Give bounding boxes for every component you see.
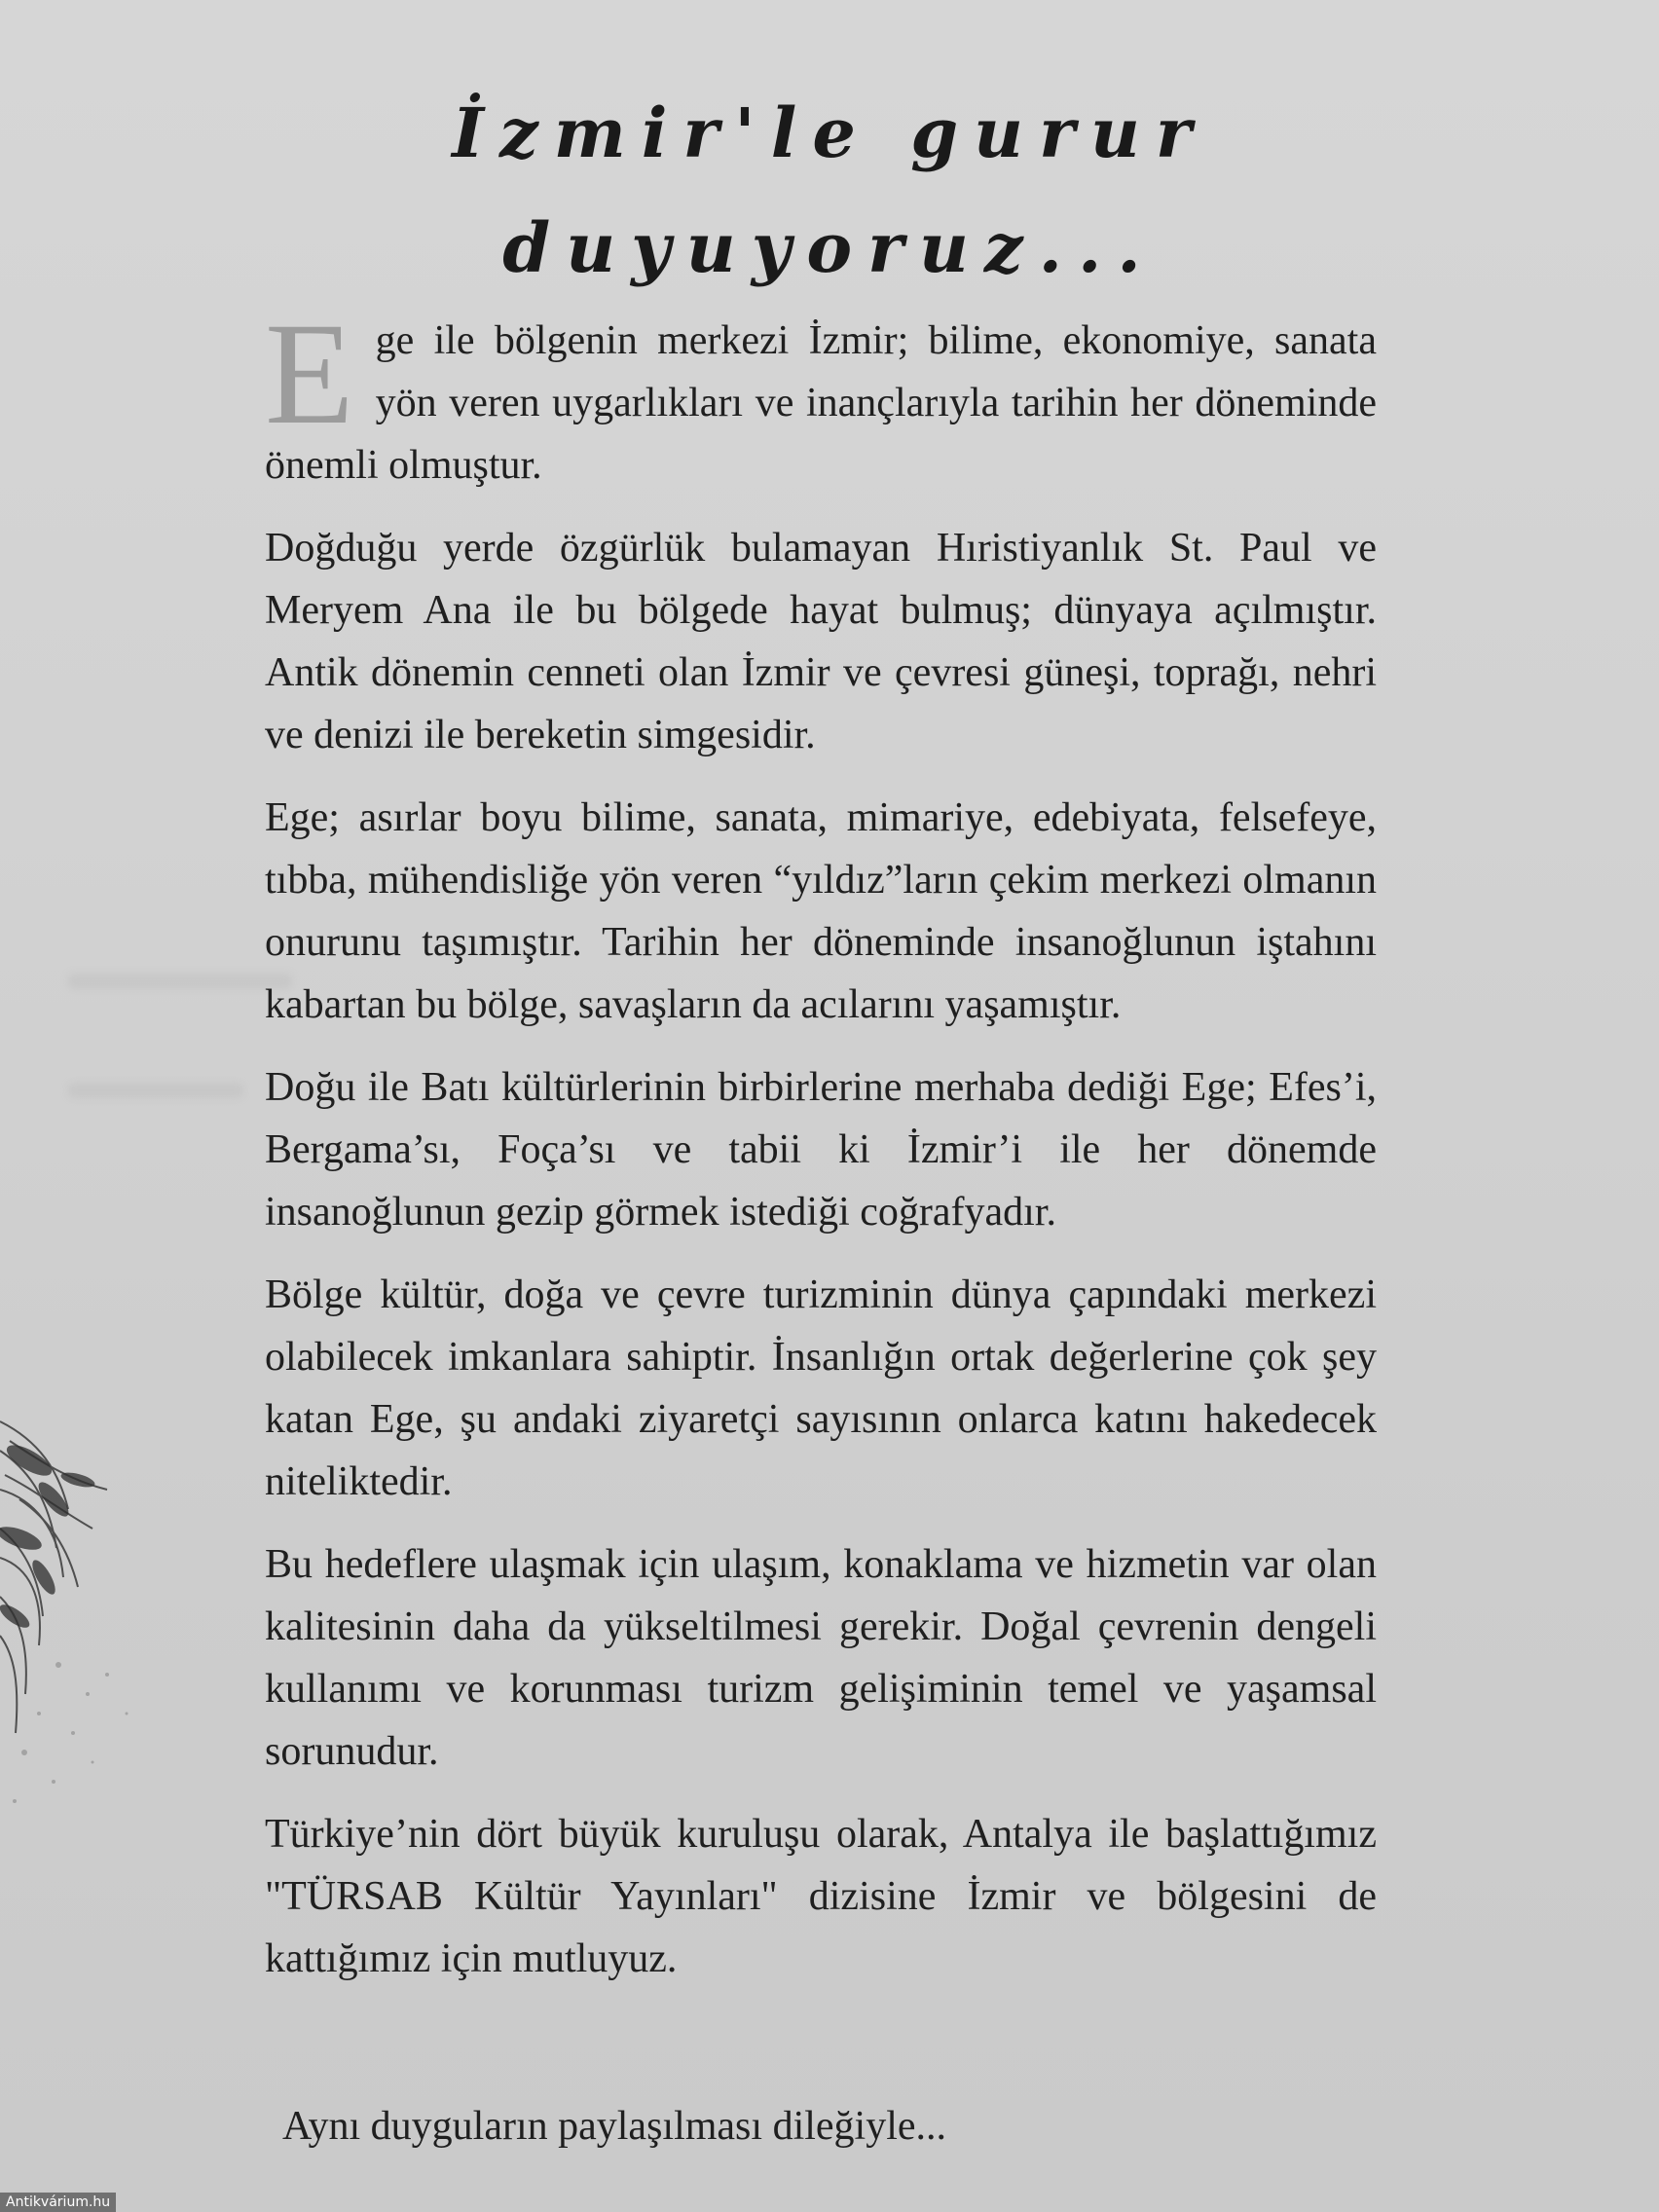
page-title bbox=[0, 76, 1659, 306]
title-line-1: İzmir'le gurur bbox=[452, 92, 1207, 173]
paragraph-1-text: ge ile bölgenin merkezi İzmir; bilime, ekonomiye, sanata yön veren uygarlıkları ve inançlarıyla tarihin her döneminde önemli olmuştur. bbox=[265, 318, 1377, 488]
paragraph-3: Ege; asırlar boyu bilime, sanata, mimariye, edebiyata, felsefeye, tıbba, mühendisliğe yön veren “yıldız”ların çekim merkezi olmanın onurunu taşımıştır. Tarihin her döneminde insanoğlunun iştahını kabartan bu bölge, savaşların da acılarını yaşamıştır. bbox=[265, 795, 1377, 1027]
paragraph-6: Bu hedeflere ulaşmak için ulaşım, konaklama ve hizmetin var olan kalitesinin daha da yükseltilmesi gerekir. Doğal çevrenin dengeli kullanımı ve korunması turizm gelişiminin temel ve yaşamsal sorunudur. bbox=[265, 1542, 1377, 1774]
foliage-illustration bbox=[0, 1382, 234, 1850]
title-line-2: duyuyoruz... bbox=[502, 207, 1157, 288]
paragraph-1 bbox=[265, 293, 1377, 497]
paragraph-4: Doğu ile Batı kültürlerinin birbirlerine merhaba dediği Ege; Efes’i, Bergama’sı, Foça’sı ve tabii ki İzmir’i ile her dönemde insanoğlunun gezip görmek istediği coğrafyadır. bbox=[265, 1065, 1377, 1235]
bleed-through-text bbox=[68, 974, 292, 989]
paragraph-7: Türkiye’nin dört büyük kuruluşu olarak, Antalya ile başlattığımız "TÜRSAB Kültür Yayınları" dizisine İzmir ve bölgesini de kattığımız için mutluyuz. bbox=[265, 1812, 1377, 1981]
paragraph-2: Doğduğu yerde özgürlük bulamayan Hıristiyanlık St. Paul ve Meryem Ana ile bu bölgede hayat bulmuş; dünyaya açılmıştır. Antik dönemin cenneti olan İzmir ve çevresi güneşi, toprağı, nehri ve denizi ile bereketin simgesidir. bbox=[265, 526, 1377, 757]
closing-line: Aynı duyguların paylaşılması dileğiyle... bbox=[282, 2104, 947, 2149]
body-text bbox=[265, 293, 1377, 2010]
bleed-through-text bbox=[68, 1083, 243, 1098]
drop-cap: E bbox=[265, 293, 354, 455]
watermark: Antikvárium.hu bbox=[0, 2193, 116, 2212]
paragraph-5: Bölge kültür, doğa ve çevre turizminin dünya çapındaki merkezi olabilecek imkanlara sahiptir. İnsanlığın ortak değerlerine çok şey katan Ege, şu andaki ziyaretçi sayısının onlarca katını hakedecek niteliktedir. bbox=[265, 1272, 1377, 1504]
